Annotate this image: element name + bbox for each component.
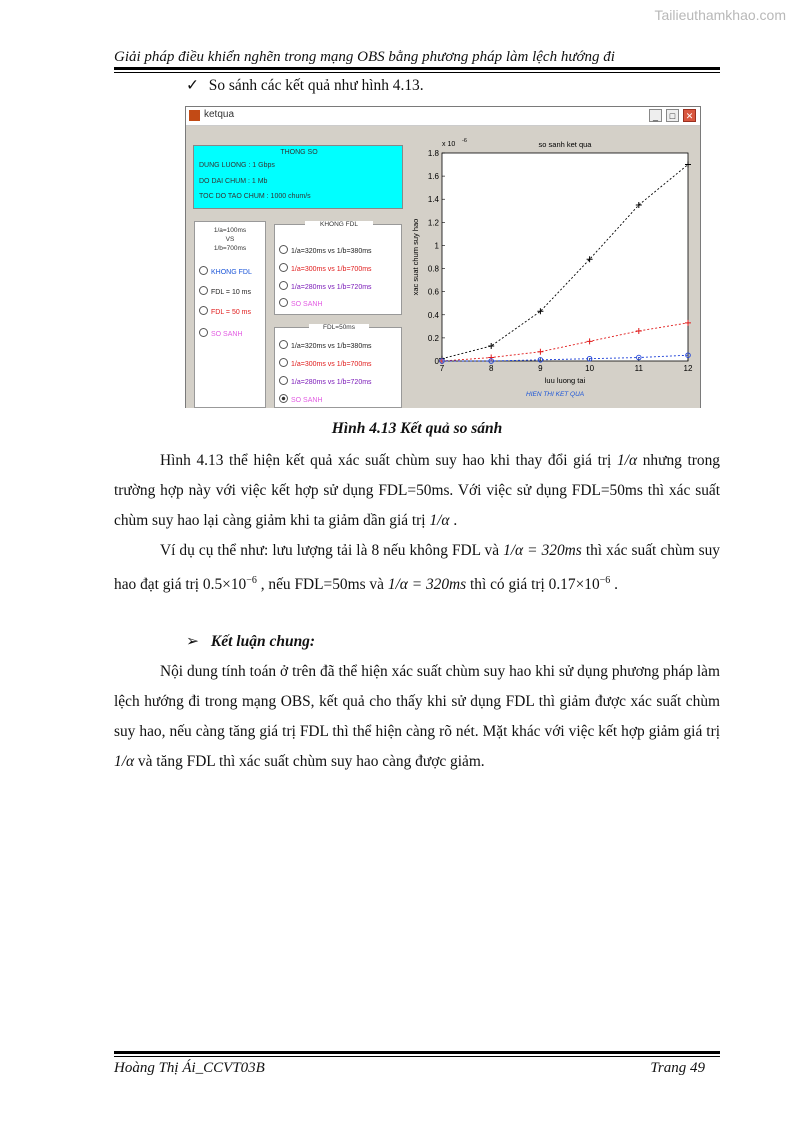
paragraph-3 (114, 657, 720, 777)
header-rule-thick (114, 67, 720, 70)
p1-middle: nhưng trong trường hợp này với việc kết hợp sử dụng FDL=50ms. Với việc sử dụng FDL=50ms thì xác suất chùm suy hao lại càng giảm khi ta giảm dần giá trị (114, 452, 720, 529)
math-inline: 1/α = 320ms (387, 576, 467, 594)
legend-line: 1/b=700ms (213, 245, 247, 252)
p4-before: Mặt khác với việc kết hợp giảm giá trị (482, 723, 720, 740)
arrow-right-icon: ➢ (186, 633, 199, 650)
y-tick-label: 1.4 (427, 195, 439, 205)
radio-g2-320[interactable]: 1/a=320ms vs 1/b=380ms (279, 245, 372, 255)
chart-title: so sanh ket qua (538, 140, 592, 149)
p2-text: thì có giá trị (466, 576, 549, 594)
math-inline: 1/α (616, 452, 638, 469)
p2-text: Ví dụ cụ thể như: lưu lượng tải là 8 nếu không FDL và (160, 542, 504, 559)
group2-legend: KHONG FDL (305, 221, 373, 228)
y-tick-label: 1 (434, 241, 439, 251)
y-tick-label: 0.2 (427, 333, 439, 343)
radio-fdl-10[interactable]: FDL = 10 ms (199, 286, 251, 296)
y-tick-label: 1.8 (427, 149, 439, 158)
maximize-button[interactable]: □ (666, 109, 679, 122)
footer-rule-thin (114, 1056, 720, 1057)
legend-line: VS (225, 236, 235, 243)
window-titlebar (186, 107, 700, 126)
group1-legend (203, 226, 257, 253)
paragraph-2 (114, 536, 720, 600)
figure-caption: Hình 4.13 Kết quả so sánh (331, 420, 503, 437)
x-tick-label: 10 (585, 364, 595, 373)
math-inline: 0.5×10 (202, 576, 247, 594)
paragraph-1 (114, 446, 720, 536)
radio-g2-280[interactable]: 1/a=280ms vs 1/b=720ms (279, 281, 372, 291)
p2-text: . (610, 576, 618, 594)
param-line: DUNG LUONG : 1 Gbps (199, 162, 275, 169)
y-tick-label: 1.6 (427, 172, 439, 182)
header-rule-thin (114, 72, 720, 73)
radio-g2-so-sanh[interactable]: SO SANH (279, 298, 323, 308)
math-exponent: −6 (599, 575, 611, 586)
minimize-button[interactable]: _ (649, 109, 662, 122)
header-title: Giải pháp điều khiển nghẽn trong mạng OBS bằng phương pháp làm lệch hướng đi (114, 49, 615, 65)
radio-g3-so-sanh[interactable]: SO SANH (279, 394, 323, 404)
y-tick-label: 0 (434, 357, 439, 366)
p2-text: , nếu FDL=50ms và (256, 576, 388, 594)
radio-so-sanh[interactable]: SO SANH (199, 328, 243, 338)
radio-g2-300[interactable]: 1/a=300ms vs 1/b=700ms (279, 263, 372, 273)
y-tick-label: 0.6 (427, 287, 439, 297)
p1-after: . (449, 512, 458, 529)
window-body (186, 126, 700, 408)
p4-after: và tăng FDL thì xác suất chùm suy hao càng được giảm. (134, 753, 485, 770)
param-line: DO DAI CHUM : 1 Mb (199, 178, 268, 185)
legend-line: 1/a=100ms (213, 227, 247, 234)
group3-legend: FDL=50ms (309, 324, 369, 331)
group2-panel (274, 221, 402, 315)
check-icon: ✓ (186, 77, 199, 94)
radio-g3-280[interactable]: 1/a=280ms vs 1/b=720ms (279, 376, 372, 386)
y-tick-label: 0.4 (427, 310, 439, 320)
x-tick-label: 8 (488, 364, 494, 373)
p2-text: thì xác suất chùm suy hao đạt giá trị (114, 542, 720, 594)
matlab-icon (189, 110, 200, 121)
exponent-power: -6 (462, 138, 467, 144)
plot-area (442, 153, 688, 361)
y-tick-label: 0.8 (427, 264, 439, 274)
intro-bullet (186, 76, 424, 95)
x-tick-label: 9 (538, 364, 543, 373)
radio-g3-320[interactable]: 1/a=320ms vs 1/b=380ms (279, 340, 372, 350)
conclusion-title: Kết luận chung: (210, 633, 316, 650)
p3-text: Nội dung tính toán ở trên đã thể hiện xác suất chùm suy hao khi sử dụng phương pháp làm lệch hướng đi trong mạng OBS, kết quả cho thấy khi sử dụng FDL thì giảm được xác suất chùm suy hao, nếu càng tăng giá trị FDL thì thể hiện càng rõ nét. (114, 663, 720, 740)
footer-author: Hoàng Thị Ái_CCVT03B (114, 1060, 265, 1076)
window-title: ketqua (204, 109, 235, 120)
group1-panel (194, 221, 266, 408)
y-tick-label: 1.2 (427, 218, 439, 228)
math-inline: 1/α (429, 512, 450, 529)
y-axis-label: xac suat chum suy hao (411, 218, 420, 296)
math-inline: 1/α (114, 753, 135, 770)
param-line: TOC DO TAO CHUM : 1000 chum/s (199, 193, 311, 200)
math-inline: 0.17×10 (548, 576, 600, 594)
p1-before: Hình 4.13 thể hiện kết quả xác suất chùm suy hao khi thay đổi giá trị (160, 452, 617, 469)
footer-page: Trang 49 (650, 1060, 705, 1076)
ketqua-window (185, 106, 701, 408)
conclusion-heading (186, 632, 315, 651)
x-tick-label: 11 (634, 364, 643, 373)
exponent-label: x 10 (442, 141, 456, 148)
params-panel (193, 145, 403, 209)
show-result-button[interactable]: HIEN THI KET QUA (526, 391, 585, 398)
result-chart (400, 133, 700, 403)
intro-text: So sánh các kết quả như hình 4.13. (208, 77, 424, 94)
radio-khong-fdl[interactable]: KHONG FDL (199, 266, 252, 276)
footer-rule-thick (114, 1051, 720, 1054)
x-axis-label: luu luong tai (544, 376, 586, 385)
params-title: THONG SO (280, 149, 318, 156)
math-inline: 1/α = 320ms (503, 542, 582, 559)
watermark: Tailieuthamkhao.com (654, 7, 786, 23)
x-tick-label: 12 (683, 364, 693, 373)
group3-panel (274, 324, 402, 408)
radio-g3-300[interactable]: 1/a=300ms vs 1/b=700ms (279, 358, 372, 368)
close-button[interactable]: ✕ (683, 109, 696, 122)
x-tick-label: 7 (439, 364, 445, 373)
math-exponent: −6 (246, 575, 257, 586)
radio-fdl-50[interactable]: FDL = 50 ms (199, 306, 251, 316)
